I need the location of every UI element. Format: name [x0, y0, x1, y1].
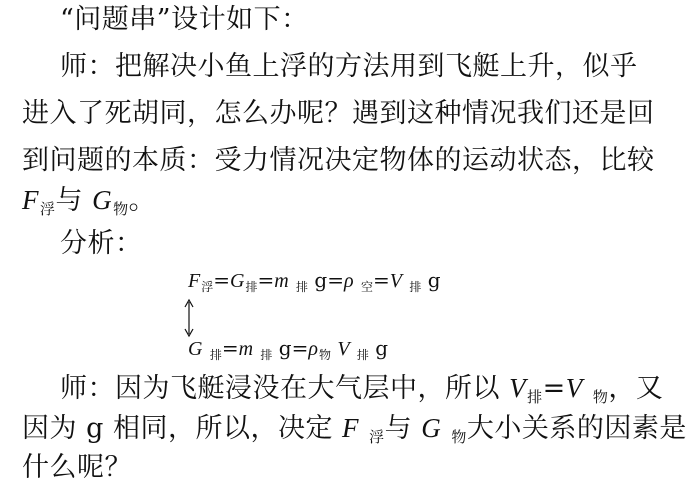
formula-top-eq2: =	[257, 268, 275, 292]
formula-top-G-sub: 排	[245, 280, 258, 294]
formula-top-F: F	[188, 270, 201, 292]
period: 。	[128, 185, 157, 216]
p2-symbol-F: F	[342, 413, 360, 443]
text-yu: 与	[55, 185, 84, 216]
formula-bottom-V: V	[337, 338, 350, 360]
formula-bottom-G: G	[188, 338, 203, 360]
p2-symbol-V1: V	[509, 373, 527, 403]
symbol-G: G	[92, 185, 113, 215]
formula-top-eq1: =	[213, 268, 230, 292]
paragraph-1-line-1: 师：把解决小鱼上浮的方法用到飞艇上升，似乎	[60, 51, 638, 82]
formula-bottom-eq1: =	[221, 336, 239, 360]
formula-bottom-g1: g=	[278, 336, 309, 360]
p2-subscript-pai: 排	[527, 388, 543, 406]
formula-top	[188, 268, 441, 295]
p2-text-yu: 与	[384, 413, 413, 444]
p2-equals: =	[542, 373, 566, 404]
p2-subscript-fu: 浮	[369, 428, 385, 446]
p2-l1-text-b: ，又	[608, 373, 664, 404]
paragraph-1-line-4	[22, 184, 156, 220]
formula-top-G: G	[230, 270, 245, 292]
formula-bottom	[188, 336, 388, 363]
analysis-label: 分析：	[60, 228, 143, 259]
subscript-fu: 浮	[40, 200, 56, 218]
formula-top-g1: g=	[314, 268, 344, 292]
formula-top-g2: g	[427, 268, 441, 292]
formula-top-m-sub: 排	[296, 280, 309, 294]
formula-top-V: V	[389, 270, 402, 292]
paragraph-2-line-1	[60, 372, 663, 408]
formula-bottom-rho-sub: 物	[318, 348, 331, 362]
double-arrow-icon	[183, 298, 195, 338]
formula-top-F-sub: 浮	[201, 280, 214, 294]
formula-top-V-sub: 排	[409, 280, 422, 294]
formula-top-m: m	[274, 270, 289, 292]
p2-l2-text-a: 因为 g 相同，所以，决定	[22, 413, 333, 444]
p2-subscript-wu: 物	[592, 388, 609, 406]
p2-l2-text-b: 大小关系的因素是	[466, 413, 687, 444]
paragraph-1-line-3: 到问题的本质：受力情况决定物体的运动状态，比较	[22, 145, 655, 176]
formula-bottom-m-sub: 排	[260, 348, 273, 362]
formula-bottom-m: m	[238, 338, 254, 360]
formula-bottom-V-sub: 排	[356, 348, 369, 362]
p2-subscript-wu-2: 物	[451, 428, 467, 446]
formula-top-rho-sub: 空	[360, 280, 373, 294]
p2-symbol-V2: V	[565, 373, 583, 403]
symbol-F: F	[22, 185, 39, 215]
p2-l1-text-a: 师：因为飞艇浸没在大气层中，所以	[60, 373, 500, 404]
formula-bottom-g2: g	[375, 336, 389, 360]
p2-symbol-G: G	[421, 413, 442, 443]
paragraph-2-line-3: 什么呢？	[22, 452, 132, 483]
subscript-wu: 物	[113, 200, 129, 218]
section-heading: “问题串”设计如下：	[60, 4, 309, 35]
paragraph-1-line-2: 进入了死胡同，怎么办呢？遇到这种情况我们还是回	[22, 98, 655, 129]
formula-bottom-G-sub: 排	[209, 348, 222, 362]
formula-top-eq3: =	[372, 268, 390, 292]
formula-bottom-rho: ρ	[308, 338, 318, 360]
paragraph-2-line-2	[22, 412, 687, 448]
formula-top-rho: ρ	[343, 270, 354, 292]
